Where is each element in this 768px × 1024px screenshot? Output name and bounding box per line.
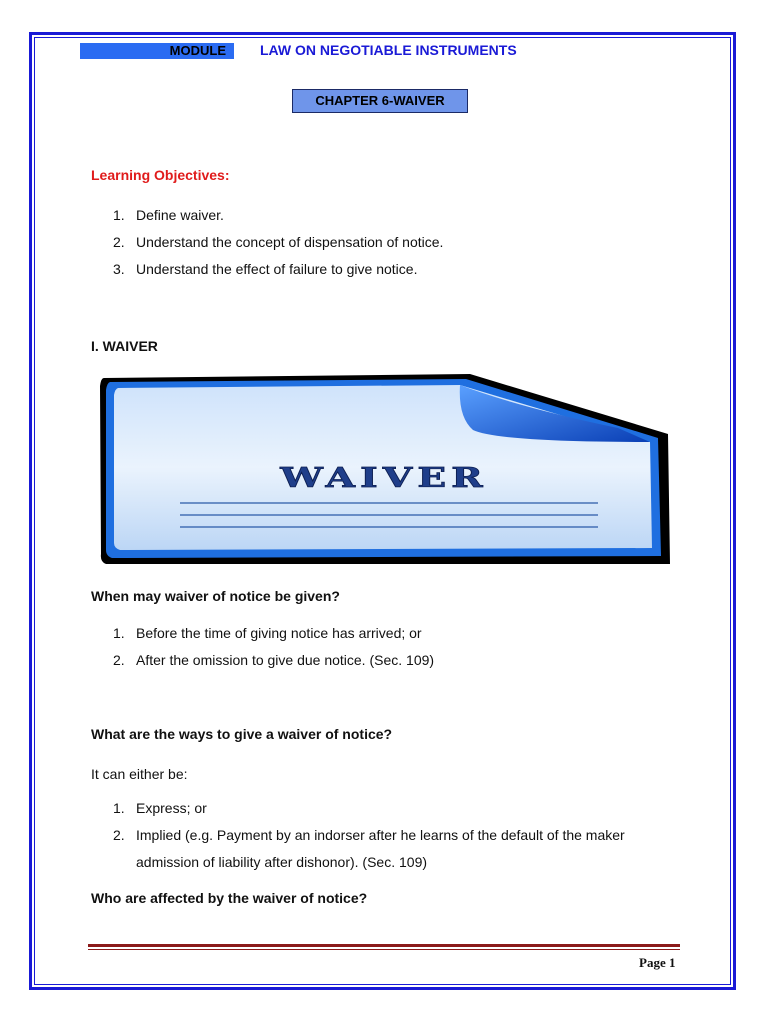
page-number: Page 1 xyxy=(639,955,676,970)
when-waiver-list xyxy=(113,620,434,674)
list-number: 2. xyxy=(113,652,125,668)
section-heading-waiver: I. WAIVER xyxy=(91,338,158,354)
list-number: 1. xyxy=(113,625,125,641)
list-item xyxy=(113,229,443,256)
list-number: 2. xyxy=(113,234,125,250)
learning-objectives-list xyxy=(113,202,443,283)
chapter-title: CHAPTER 6-WAIVER xyxy=(292,89,468,113)
list-text: After the omission to give due notice. (Sec. 109) xyxy=(136,652,435,668)
graphic-word: WAIVER xyxy=(280,461,488,494)
list-text: Define waiver. xyxy=(136,207,224,223)
question-when-waiver: When may waiver of notice be given? xyxy=(91,588,340,604)
list-number: 3. xyxy=(113,261,125,277)
list-text: Before the time of giving notice has arrived; or xyxy=(136,625,422,641)
module-badge: MODULE xyxy=(80,43,234,59)
list-item xyxy=(113,256,443,283)
list-item xyxy=(113,647,434,674)
list-number: 2. xyxy=(113,827,125,843)
list-number: 1. xyxy=(113,207,125,223)
list-text: Implied (e.g. Payment by an indorser after he learns of the default of the maker admission of liability after dishonor). (Sec. 109) xyxy=(136,827,625,870)
learning-objectives-heading: Learning Objectives: xyxy=(91,167,230,183)
question-ways-waiver: What are the ways to give a waiver of notice? xyxy=(91,726,393,742)
list-number: 1. xyxy=(113,800,125,816)
module-title: LAW ON NEGOTIABLE INSTRUMENTS xyxy=(260,42,517,58)
list-item xyxy=(113,202,443,229)
list-item xyxy=(113,822,683,876)
list-text: Understand the concept of dispensation of notice. xyxy=(136,234,444,250)
ways-intro-text: It can either be: xyxy=(91,766,188,782)
waiver-document-graphic xyxy=(98,372,672,568)
list-item xyxy=(113,795,683,822)
footer-rule xyxy=(88,944,680,952)
list-text: Understand the effect of failure to give notice. xyxy=(136,261,418,277)
ways-waiver-list xyxy=(113,795,683,876)
list-text: Express; or xyxy=(136,800,207,816)
list-item xyxy=(113,620,434,647)
question-who-affected: Who are affected by the waiver of notice? xyxy=(91,890,368,906)
